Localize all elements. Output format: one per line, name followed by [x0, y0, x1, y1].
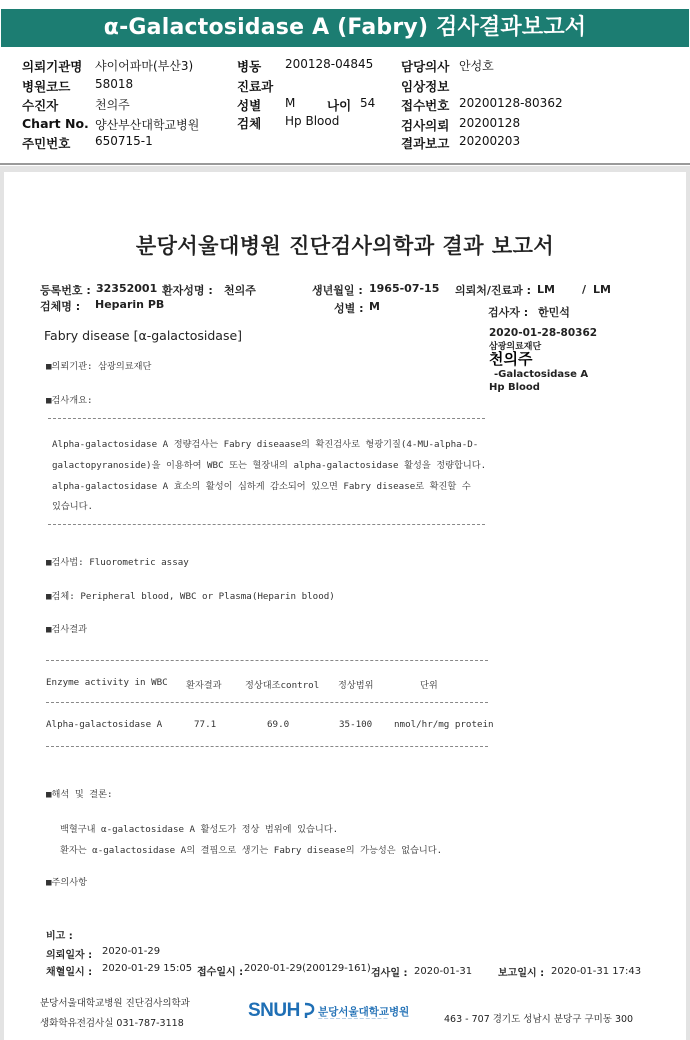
snuh-logo-text: SNUH — [248, 1000, 300, 1021]
table-mid-divider — [46, 702, 488, 703]
stamp-accession: 2020-01-28-80362 — [489, 327, 598, 339]
report-sex-value: M — [369, 300, 380, 313]
physician-row — [401, 57, 494, 75]
dept-label: 의뢰처/진료과 : — [455, 284, 532, 297]
overview-bottom-divider — [48, 524, 485, 525]
department-row — [237, 77, 273, 95]
overview-line-4: 있습니다. — [52, 501, 94, 512]
age-label: 나이 — [327, 98, 352, 113]
patient-row — [22, 96, 130, 114]
clinical-info-label: 임상정보 — [401, 79, 450, 94]
results-heading: ■검사결과 — [46, 624, 88, 635]
dept-value-2: LM — [593, 283, 611, 296]
dob-value: 1965-07-15 — [369, 282, 440, 295]
hospital-name-value: 샤이어파마(부산3) — [95, 59, 194, 73]
request-label: 검사의뢰 — [401, 118, 450, 133]
interpretation-line-2: 환자는 α-galactosidase A의 결핍으로 생기는 Fabry disease의 가능성은 없습니다. — [60, 845, 443, 856]
receipt-no-value: 20200128-80362 — [459, 96, 563, 110]
hospital-code-row — [22, 77, 134, 95]
reg-no-label: 등록번호 : — [40, 284, 91, 297]
stamp-specimen: Hp Blood — [489, 382, 540, 393]
table-cell-range: 35-100 — [339, 719, 373, 730]
interpretation-line-1: 백혈구내 α-galactosidase A 활성도가 정상 범위에 있습니다. — [60, 824, 339, 835]
ward-label: 병동 — [237, 59, 262, 74]
institution-line: ■의뢰기관: 삼광의료재단 — [46, 361, 152, 372]
snuh-emblem-icon — [303, 1002, 316, 1020]
patient-value: 천의주 — [95, 98, 130, 112]
remarks-label: 비고 : — [46, 931, 73, 942]
specimen-label: 검체 — [237, 116, 262, 131]
chart-no-row — [22, 116, 200, 132]
sample-line: ■검체: Peripheral blood, WBC or Plasma(Heparin blood) — [46, 591, 335, 602]
collect-label: 채혈일시 : — [46, 967, 93, 978]
overview-heading: ■검사개요: — [46, 395, 93, 406]
department-label: 진료과 — [237, 79, 274, 94]
method-line: ■검사법: Fluorometric assay — [46, 557, 189, 568]
report-title-bar: α-Galactosidase A (Fabry) 검사결과보고서 — [1, 9, 689, 47]
table-row: Alpha-galactosidase A — [46, 719, 163, 730]
hospital-code-label: 병원코드 — [22, 79, 71, 94]
receipt-date-value: 2020-01-29(200129-161) — [244, 963, 371, 974]
ward-row — [237, 57, 374, 75]
tester-label: 검사자 : — [488, 306, 529, 319]
test-date-value: 2020-01-31 — [414, 966, 473, 977]
resident-no-label: 주민번호 — [22, 136, 71, 151]
resident-no-value: 650715-1 — [95, 134, 153, 148]
overview-line-1: Alpha-galactosidase A 정량검사는 Fabry diseaase의 확진검사로 형광기질(4-MU-alpha-D- — [52, 439, 479, 450]
stamp-org: 삼광의료재단 — [489, 342, 542, 352]
table-cell-unit: nmol/hr/mg protein — [394, 719, 494, 730]
patient-label: 수진자 — [22, 98, 59, 113]
table-cell-patient-result: 77.1 — [194, 719, 217, 730]
overview-top-divider — [48, 418, 485, 419]
sex-row — [237, 96, 376, 114]
request-date-value: 2020-01-29 — [102, 946, 161, 957]
sex-label: 성별 — [237, 98, 262, 113]
hospital-name-label: 의뢰기관명 — [22, 59, 83, 74]
dept-separator: / — [582, 283, 587, 296]
sex-value: M — [285, 96, 296, 110]
specimen-name-label: 검체명 : — [40, 300, 81, 313]
table-header-enzyme: Enzyme activity in WBC — [46, 677, 168, 688]
hospital-code-value: 58018 — [95, 77, 134, 91]
physician-value: 안성호 — [459, 59, 494, 73]
test-date-label: 검사일 : — [371, 968, 408, 979]
result-report-row — [401, 134, 521, 152]
request-row — [401, 116, 521, 134]
snuh-logo — [248, 998, 410, 1024]
overview-line-2: galactopyranoside)을 이용하여 WBC 또는 혈장내의 alpha-galactosidase 활성을 정량합니다. — [52, 460, 487, 471]
dob-label: 생년월일 : — [312, 284, 363, 297]
snuh-logo-name: 분당서울대학교병원 — [318, 1006, 410, 1018]
scanned-report — [4, 172, 686, 1040]
specimen-value: Hp Blood — [285, 114, 340, 128]
age-value: 54 — [360, 96, 376, 110]
ward-value: 200128-04845 — [285, 57, 374, 71]
request-date-label: 의뢰일자 : — [46, 950, 93, 961]
result-report-value: 20200203 — [459, 134, 521, 148]
notes-heading: ■주의사항 — [46, 877, 88, 888]
report-header — [0, 0, 690, 168]
table-top-divider — [46, 660, 488, 661]
chart-no-value: 양산부산대학교병원 — [95, 118, 200, 132]
report-heading: 분당서울대병원 진단검사의학과 결과 보고서 — [135, 234, 555, 258]
request-value: 20200128 — [459, 116, 521, 130]
table-bottom-divider — [46, 746, 488, 747]
table-header-range: 정상범위 — [338, 680, 374, 691]
stamp-test: -Galactosidase A — [494, 369, 589, 380]
result-report-label: 결과보고 — [401, 136, 450, 151]
receipt-no-label: 접수번호 — [401, 98, 450, 113]
receipt-no-row — [401, 96, 563, 114]
hospital-name-row — [22, 57, 194, 75]
chart-no-label: Chart No. — [22, 116, 89, 131]
report-date-value: 2020-01-31 17:43 — [551, 966, 642, 977]
physician-label: 담당의사 — [401, 59, 450, 74]
reg-no-value: 32352001 — [96, 282, 158, 295]
patient-name-value: 천의주 — [224, 284, 256, 297]
specimen-row — [237, 114, 340, 132]
interpretation-heading: ■해석 및 결론: — [46, 789, 113, 800]
stamp-name: 천의주 — [489, 350, 533, 368]
footer-department: 분당서울대학교병원 진단검사의학과 — [40, 998, 190, 1009]
footer-lab-phone: 생화학유전검사실 031-787-3118 — [40, 1018, 184, 1029]
test-name: Fabry disease [α-galactosidase] — [44, 328, 243, 343]
header-divider — [0, 163, 690, 165]
snuh-logo-subtitle-bar: — — — — — — — — — — — — — [318, 1017, 388, 1022]
specimen-name-value: Heparin PB — [95, 298, 165, 311]
patient-name-label: 환자성명 : — [162, 284, 213, 297]
report-date-label: 보고일시 : — [498, 968, 545, 979]
table-cell-control: 69.0 — [267, 719, 290, 730]
report-sex-label: 성별 : — [334, 302, 364, 315]
table-header-control: 정상대조control — [245, 680, 320, 691]
tester-value: 한민석 — [538, 306, 570, 319]
dept-value-1: LM — [537, 283, 555, 296]
table-header-unit: 단위 — [420, 680, 438, 691]
receipt-date-label: 접수일시 : — [197, 967, 244, 978]
collect-value: 2020-01-29 15:05 — [102, 963, 193, 974]
resident-no-row — [22, 134, 153, 152]
clinical-info-row — [401, 77, 449, 95]
table-header-patient: 환자결과 — [186, 680, 222, 691]
overview-line-3: alpha-galactosidase A 효소의 활성이 심하게 감소되어 있으면 Fabry disease로 확진할 수 — [52, 481, 471, 492]
footer-address: 463 - 707 경기도 성남시 분당구 구미동 300 — [444, 1014, 634, 1025]
